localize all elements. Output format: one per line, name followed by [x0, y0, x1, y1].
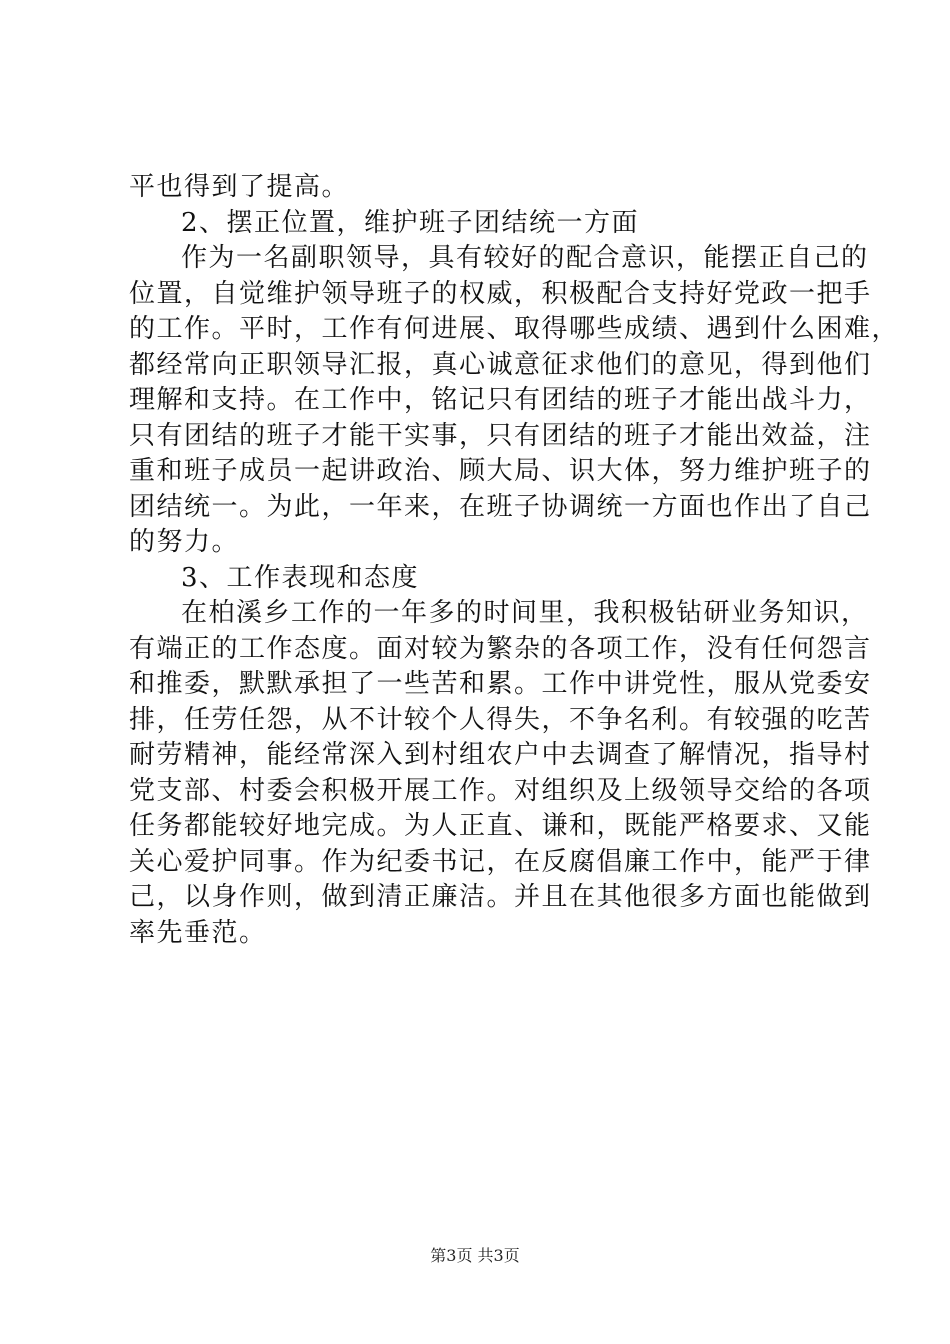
text-line: 和推委，默默承担了一些苦和累。工作中讲党性，服从党委安	[129, 669, 872, 699]
text-line: 在柏溪乡工作的一年多的时间里，我积极钻研业务知识，	[181, 598, 869, 628]
section-heading: 3、工作表现和态度	[181, 562, 420, 593]
text-line: 都经常向正职领导汇报，真心诚意征求他们的意见，得到他们	[129, 349, 872, 380]
text-line: 作为一名副职领导，具有较好的配合意识，能摆正自己的	[181, 243, 869, 273]
text-line: 平也得到了提高。	[129, 172, 350, 202]
text-line: 己，以身作则，做到清正廉洁。并且在其他很多方面也能做到	[129, 882, 872, 912]
text-line: 位置，自觉维护领导班子的权威，积极配合支持好党政一把手	[129, 278, 872, 309]
text-line: 耐劳精神，能经常深入到村组农户中去调查了解情况，指导村	[129, 740, 872, 770]
text-line: 关心爱护同事。作为纪委书记，在反腐倡廉工作中，能严于律	[129, 846, 872, 877]
section-heading: 2、摆正位置，维护班子团结统一方面	[181, 207, 640, 238]
text-line: 的工作。平时，工作有何进展、取得哪些成绩、遇到什么困难，	[129, 314, 900, 344]
text-line: 团结统一。为此，一年来，在班子协调统一方面也作出了自己	[129, 491, 872, 522]
text-line: 率先垂范。	[129, 917, 267, 948]
text-line: 任务都能较好地完成。为人正直、谦和，既能严格要求、又能	[129, 811, 872, 841]
text-line: 理解和支持。在工作中，铭记只有团结的班子才能出战斗力，	[129, 385, 872, 415]
text-line: 重和班子成员一起讲政治、顾大局、识大体，努力维护班子的	[129, 456, 872, 486]
document-body	[129, 170, 900, 951]
page-footer: 第3页 共3页	[430, 1246, 520, 1265]
text-line: 有端正的工作态度。面对较为繁杂的各项工作，没有任何怨言	[129, 633, 872, 664]
text-line: 党支部、村委会积极开展工作。对组织及上级领导交给的各项	[129, 775, 872, 806]
text-line: 排，任劳任怨，从不计较个人得失，不争名利。有较强的吃苦	[129, 704, 872, 735]
text-line: 只有团结的班子才能干实事，只有团结的班子才能出效益，注	[129, 420, 872, 451]
text-line: 的努力。	[129, 527, 240, 557]
